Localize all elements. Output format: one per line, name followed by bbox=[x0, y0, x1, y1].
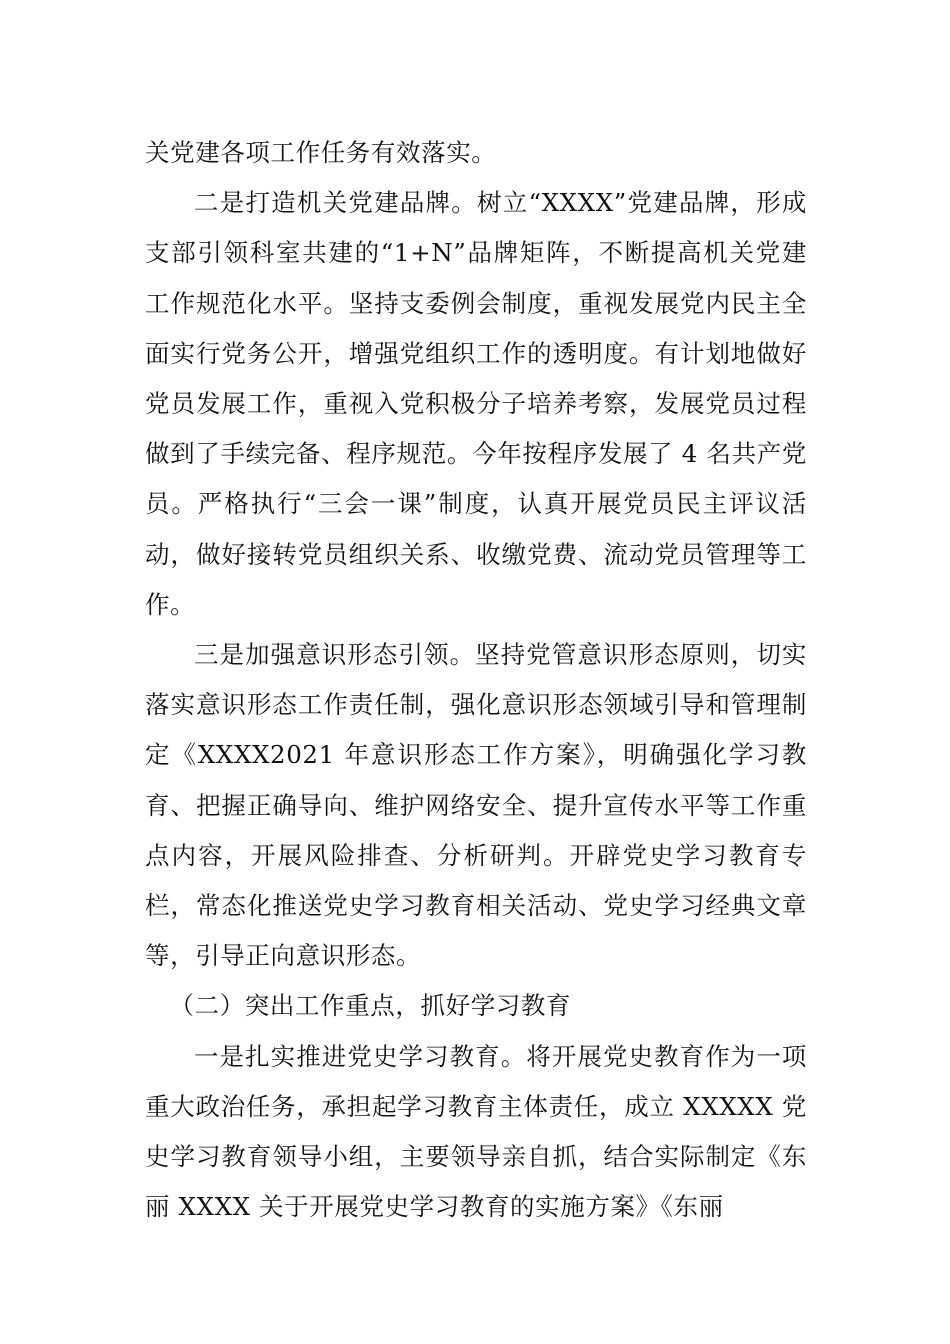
paragraph-party-brand: 二是打造机关党建品牌。树立“XXXX”党建品牌，形成支部引领科室共建的“1+N”品牌矩阵，不断提高机关党建工作规范化水平。坚持支委例会制度，重视发展党内民主全面实行党务公开，增强党组织工作的透明度。有计划地做好党员发展工作，重视入党积极分子培养考察，发展党员过程做到了手续完备、程序规范。今年按程序发展了 4 名共产党员。严格执行“三会一课”制度，认真开展党员民主评议活动，做好接转党员组织关系、收缴党费、流动党员管理等工作。 bbox=[145, 188, 807, 619]
paragraph-ideology: 三是加强意识形态引领。坚持党管意识形态原则，切实落实意识形态工作责任制，强化意识形态领域引导和管理制定《XXXX2021 年意识形态工作方案》，明确强化学习教育、把握正确导向、维护网络安全、提升宣传水平等工作重点内容，开展风险排查、分析研判。开辟党史学习教育专栏，常态化推送党史学习教育相关活动、党史学习经典文章等，引导正向意识形态。 bbox=[145, 640, 807, 971]
paragraph-history-study: 一是扎实推进党史学习教育。将开展党史教育作为一项重大政治任务，承担起学习教育主体责任，成立 XXXXX 党史学习教育领导小组，主要领导亲自抓，结合实际制定《东丽 XXXX 关于开展党史学习教育的实施方案》《东丽 bbox=[145, 1041, 807, 1222]
document-body bbox=[145, 128, 807, 1232]
paragraph-continuation: 关党建各项工作任务有效落实。 bbox=[145, 138, 497, 167]
section-heading: （二）突出工作重点，抓好学习教育 bbox=[169, 991, 572, 1021]
